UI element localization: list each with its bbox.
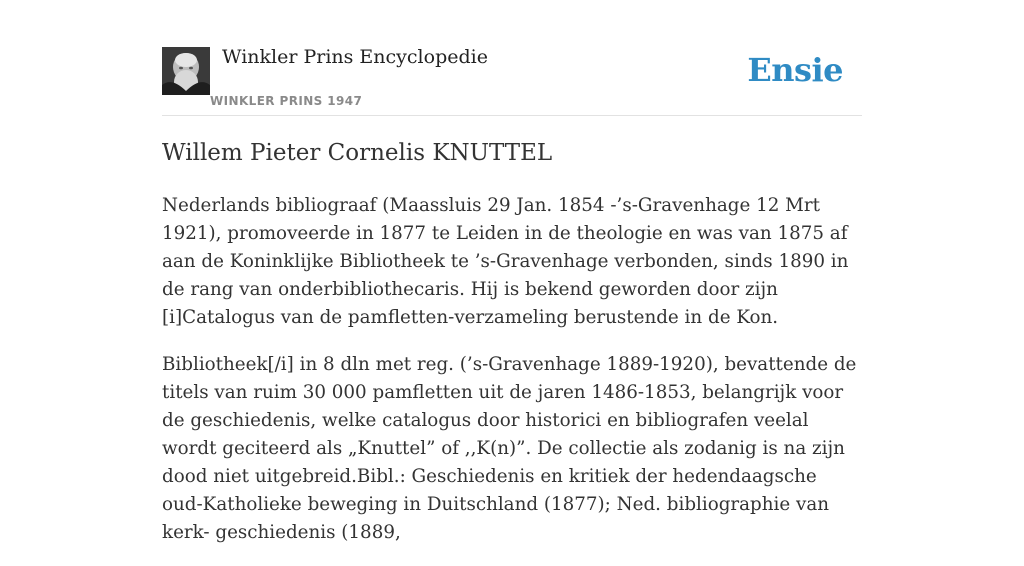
article-paragraph-1: Nederlands bibliograaf (Maassluis 29 Jan. 1854 -’s-Gravenhage 12 Mrt 1921), promoveerde in 1877 te Leiden in de theologie en was van 1875 af aan de Koninklijke Bibliotheek te ’s-Gravenhage verbonden, sinds 1890 in de rang van onderbibliothecaris. Hij is bekend geworden door zijn [i]Catalogus van de pamfletten-verzameling berustende in de Kon. [162,195,849,328]
article-title: Willem Pieter Cornelis KNUTTEL [162,140,553,166]
article-body [162,192,862,566]
header [162,44,862,116]
site-title[interactable]: Winkler Prins Encyclopedie [222,46,488,68]
portrait-image [162,47,210,95]
author-avatar[interactable] [162,47,210,95]
site-subtitle[interactable]: WINKLER PRINS 1947 [210,94,363,108]
brand-logo[interactable]: Ensie [747,51,843,89]
article-paragraph-2: Bibliotheek[/i] in 8 dln met reg. (’s-Gravenhage 1889-1920), bevattende de titels van ruim 30 000 pamfletten uit de jaren 1486-1853, belangrijk voor de geschiedenis, welke catalogus door historici en bibliografen veelal wordt geciteerd als „Knuttel” of ,,K(n)”. De collectie als zodanig is na zijn dood niet uitgebreid.Bibl.: Geschiedenis en kritiek der hedendaagsche oud-Katholieke beweging in Duitschland (1877); Ned. bibliographie van kerk- geschiedenis (1889, [162,354,857,543]
